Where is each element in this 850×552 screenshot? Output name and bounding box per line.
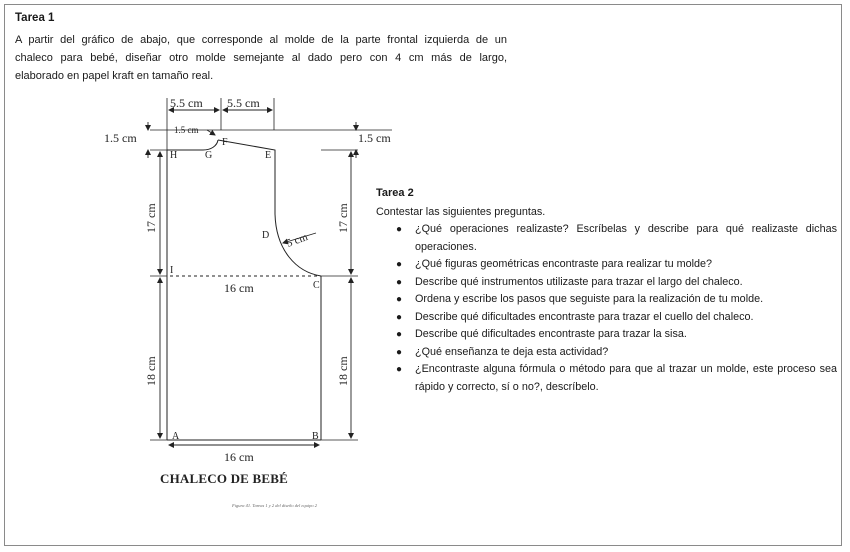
point-G: G bbox=[205, 150, 213, 161]
label-mid-width: 16 cm bbox=[224, 281, 254, 295]
label-top-right: 5.5 cm bbox=[227, 96, 260, 110]
label-bottom-width: 16 cm bbox=[224, 450, 254, 464]
tarea1-line: A partir del gráfico de abajo, que corresponde al molde de la parte frontal izquierda de un bbox=[15, 34, 507, 46]
bullet-icon: ● bbox=[396, 259, 403, 270]
list-item bbox=[395, 221, 837, 256]
question-text: ¿Qué enseñanza te deja esta actividad? bbox=[415, 345, 609, 358]
point-B: B bbox=[312, 431, 319, 442]
point-D: D bbox=[262, 230, 270, 241]
question-text: ¿Encontraste alguna fórmula o método para que al trazar un molde, este proceso sea rápido y correcto, sí o no?, descríbelo. bbox=[415, 363, 837, 393]
label-left-top: 1.5 cm bbox=[104, 131, 137, 145]
bullet-icon: ● bbox=[396, 276, 403, 288]
bullet-icon: ● bbox=[396, 364, 403, 375]
question-text: Ordena y escribe los pasos que seguiste para la realización de tu molde. bbox=[415, 293, 764, 305]
label-left-lower: 18 cm bbox=[144, 356, 158, 386]
neckline-curve bbox=[167, 140, 218, 150]
bullet-icon: ● bbox=[396, 346, 403, 358]
question-text: Describe qué instrumentos utilizaste para trazar el largo del chaleco. bbox=[415, 275, 743, 288]
label-left-upper: 17 cm bbox=[144, 203, 158, 233]
question-text: Describe qué dificultades encontraste para trazar el cuello del chaleco. bbox=[415, 310, 754, 323]
question-text: Describe qué dificultades encontraste para trazar la sisa. bbox=[415, 328, 687, 340]
tarea1-title: Tarea 1 bbox=[15, 12, 55, 24]
label-top-left: 5.5 cm bbox=[170, 96, 203, 110]
label-right-upper: 17 cm bbox=[336, 203, 350, 233]
point-H: H bbox=[170, 150, 178, 161]
tarea2-intro: Contestar las siguientes preguntas. bbox=[376, 206, 546, 218]
list-item bbox=[395, 309, 837, 327]
bullet-icon: ● bbox=[396, 224, 403, 235]
question-text: ¿Qué figuras geométricas encontraste para realizar tu molde? bbox=[415, 258, 713, 270]
point-C: C bbox=[313, 280, 320, 291]
bullet-icon: ● bbox=[396, 294, 403, 305]
bullet-icon: ● bbox=[396, 311, 403, 323]
point-E: E bbox=[265, 150, 272, 161]
list-item bbox=[395, 344, 837, 362]
tarea1-line: elaborado en papel kraft en tamaño real. bbox=[15, 70, 214, 82]
label-curve: 5 cm bbox=[284, 231, 310, 250]
dimension-arrows bbox=[148, 110, 356, 445]
point-F: F bbox=[222, 137, 228, 148]
tarea2-question-list bbox=[395, 221, 837, 396]
point-A: A bbox=[172, 431, 180, 442]
point-I: I bbox=[170, 265, 174, 276]
list-item bbox=[395, 326, 837, 344]
list-item bbox=[395, 256, 837, 274]
diagram-title: CHALECO DE BEBÉ bbox=[160, 471, 288, 486]
label-right-top: 1.5 cm bbox=[358, 131, 391, 145]
list-item bbox=[395, 291, 837, 309]
dimension-labels bbox=[104, 96, 391, 464]
dim-arrow-neck-drop bbox=[207, 130, 215, 135]
question-text: ¿Qué operaciones realizaste? Escríbelas y describe para qué realizaste dichas operaciones. bbox=[415, 223, 837, 253]
list-item bbox=[395, 274, 837, 292]
label-right-lower: 18 cm bbox=[336, 356, 350, 386]
bullet-icon: ● bbox=[396, 329, 403, 340]
tarea2-title: Tarea 2 bbox=[376, 187, 414, 199]
list-item bbox=[395, 361, 837, 396]
tarea1-line: chaleco para bebé, diseñar otro molde semejante al dado pero con 4 cm más de largo, bbox=[15, 52, 507, 64]
label-neck-drop: 1.5 cm bbox=[174, 125, 199, 135]
figure-caption: Figura 41. Tareas 1 y 2 del diseño del equipo 2 bbox=[232, 503, 318, 508]
